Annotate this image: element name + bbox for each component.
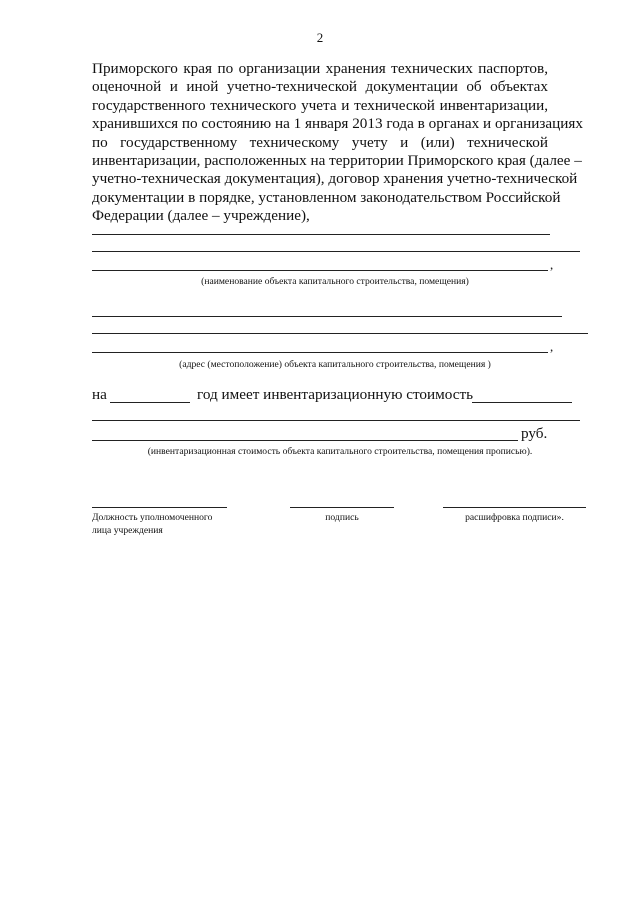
body-paragraph bbox=[92, 60, 583, 226]
paragraph-line: инвентаризации, расположенных на территории Приморского края (далее – bbox=[92, 151, 582, 169]
object-name-line[interactable] bbox=[92, 251, 580, 252]
inventory-text: год имеет инвентаризационную стоимость bbox=[197, 386, 474, 403]
paragraph-line: Приморского края по организации хранения технических паспортов, bbox=[92, 60, 548, 77]
address-line[interactable] bbox=[92, 333, 588, 334]
sign-label: подпись bbox=[325, 512, 359, 523]
decode-label: расшифровка подписи». bbox=[465, 512, 564, 523]
page-number: 2 bbox=[316, 30, 324, 45]
inventory-prefix: на bbox=[92, 386, 107, 403]
paragraph-line: хранившихся по состоянию на 1 января 2013 года в органах и организациях bbox=[92, 115, 583, 133]
paragraph-line: Федерации (далее – учреждение), bbox=[92, 207, 310, 225]
inventory-caption: (инвентаризационная стоимость объекта капитального строительства, помещения прописью). bbox=[147, 446, 533, 457]
address-comma: , bbox=[550, 339, 554, 354]
address-line[interactable] bbox=[92, 352, 548, 353]
position-label: Должность уполномоченного лица учреждения bbox=[92, 512, 213, 536]
signature-line[interactable] bbox=[290, 507, 394, 508]
object-caption: (наименование объекта капитального строительства, помещения) bbox=[201, 276, 469, 287]
address-line[interactable] bbox=[92, 316, 562, 317]
object-comma: , bbox=[550, 257, 554, 272]
object-name-line[interactable] bbox=[92, 234, 550, 235]
value-words-line[interactable] bbox=[92, 440, 518, 441]
address-caption: (адрес (местоположение) объекта капитального строительства, помещения ) bbox=[179, 359, 491, 370]
position-line[interactable] bbox=[92, 507, 227, 508]
currency-label: руб. bbox=[521, 425, 548, 442]
year-field[interactable] bbox=[110, 402, 190, 403]
paragraph-line: документации в порядке, установленном законодательством Российской bbox=[92, 188, 561, 206]
paragraph-line: оценочной и иной учетно-технической документации об объектах bbox=[92, 78, 548, 96]
decode-line[interactable] bbox=[443, 507, 586, 508]
object-name-line[interactable] bbox=[92, 270, 548, 271]
paragraph-line: учетно-техническая документация), договор хранения учетно-технической bbox=[92, 170, 578, 188]
value-field[interactable] bbox=[472, 402, 572, 403]
value-words-line[interactable] bbox=[92, 420, 580, 421]
paragraph-line: по государственному техническому учету и (или) технической bbox=[92, 133, 548, 151]
paragraph-line: государственного технического учета и технической инвентаризации, bbox=[92, 96, 548, 114]
